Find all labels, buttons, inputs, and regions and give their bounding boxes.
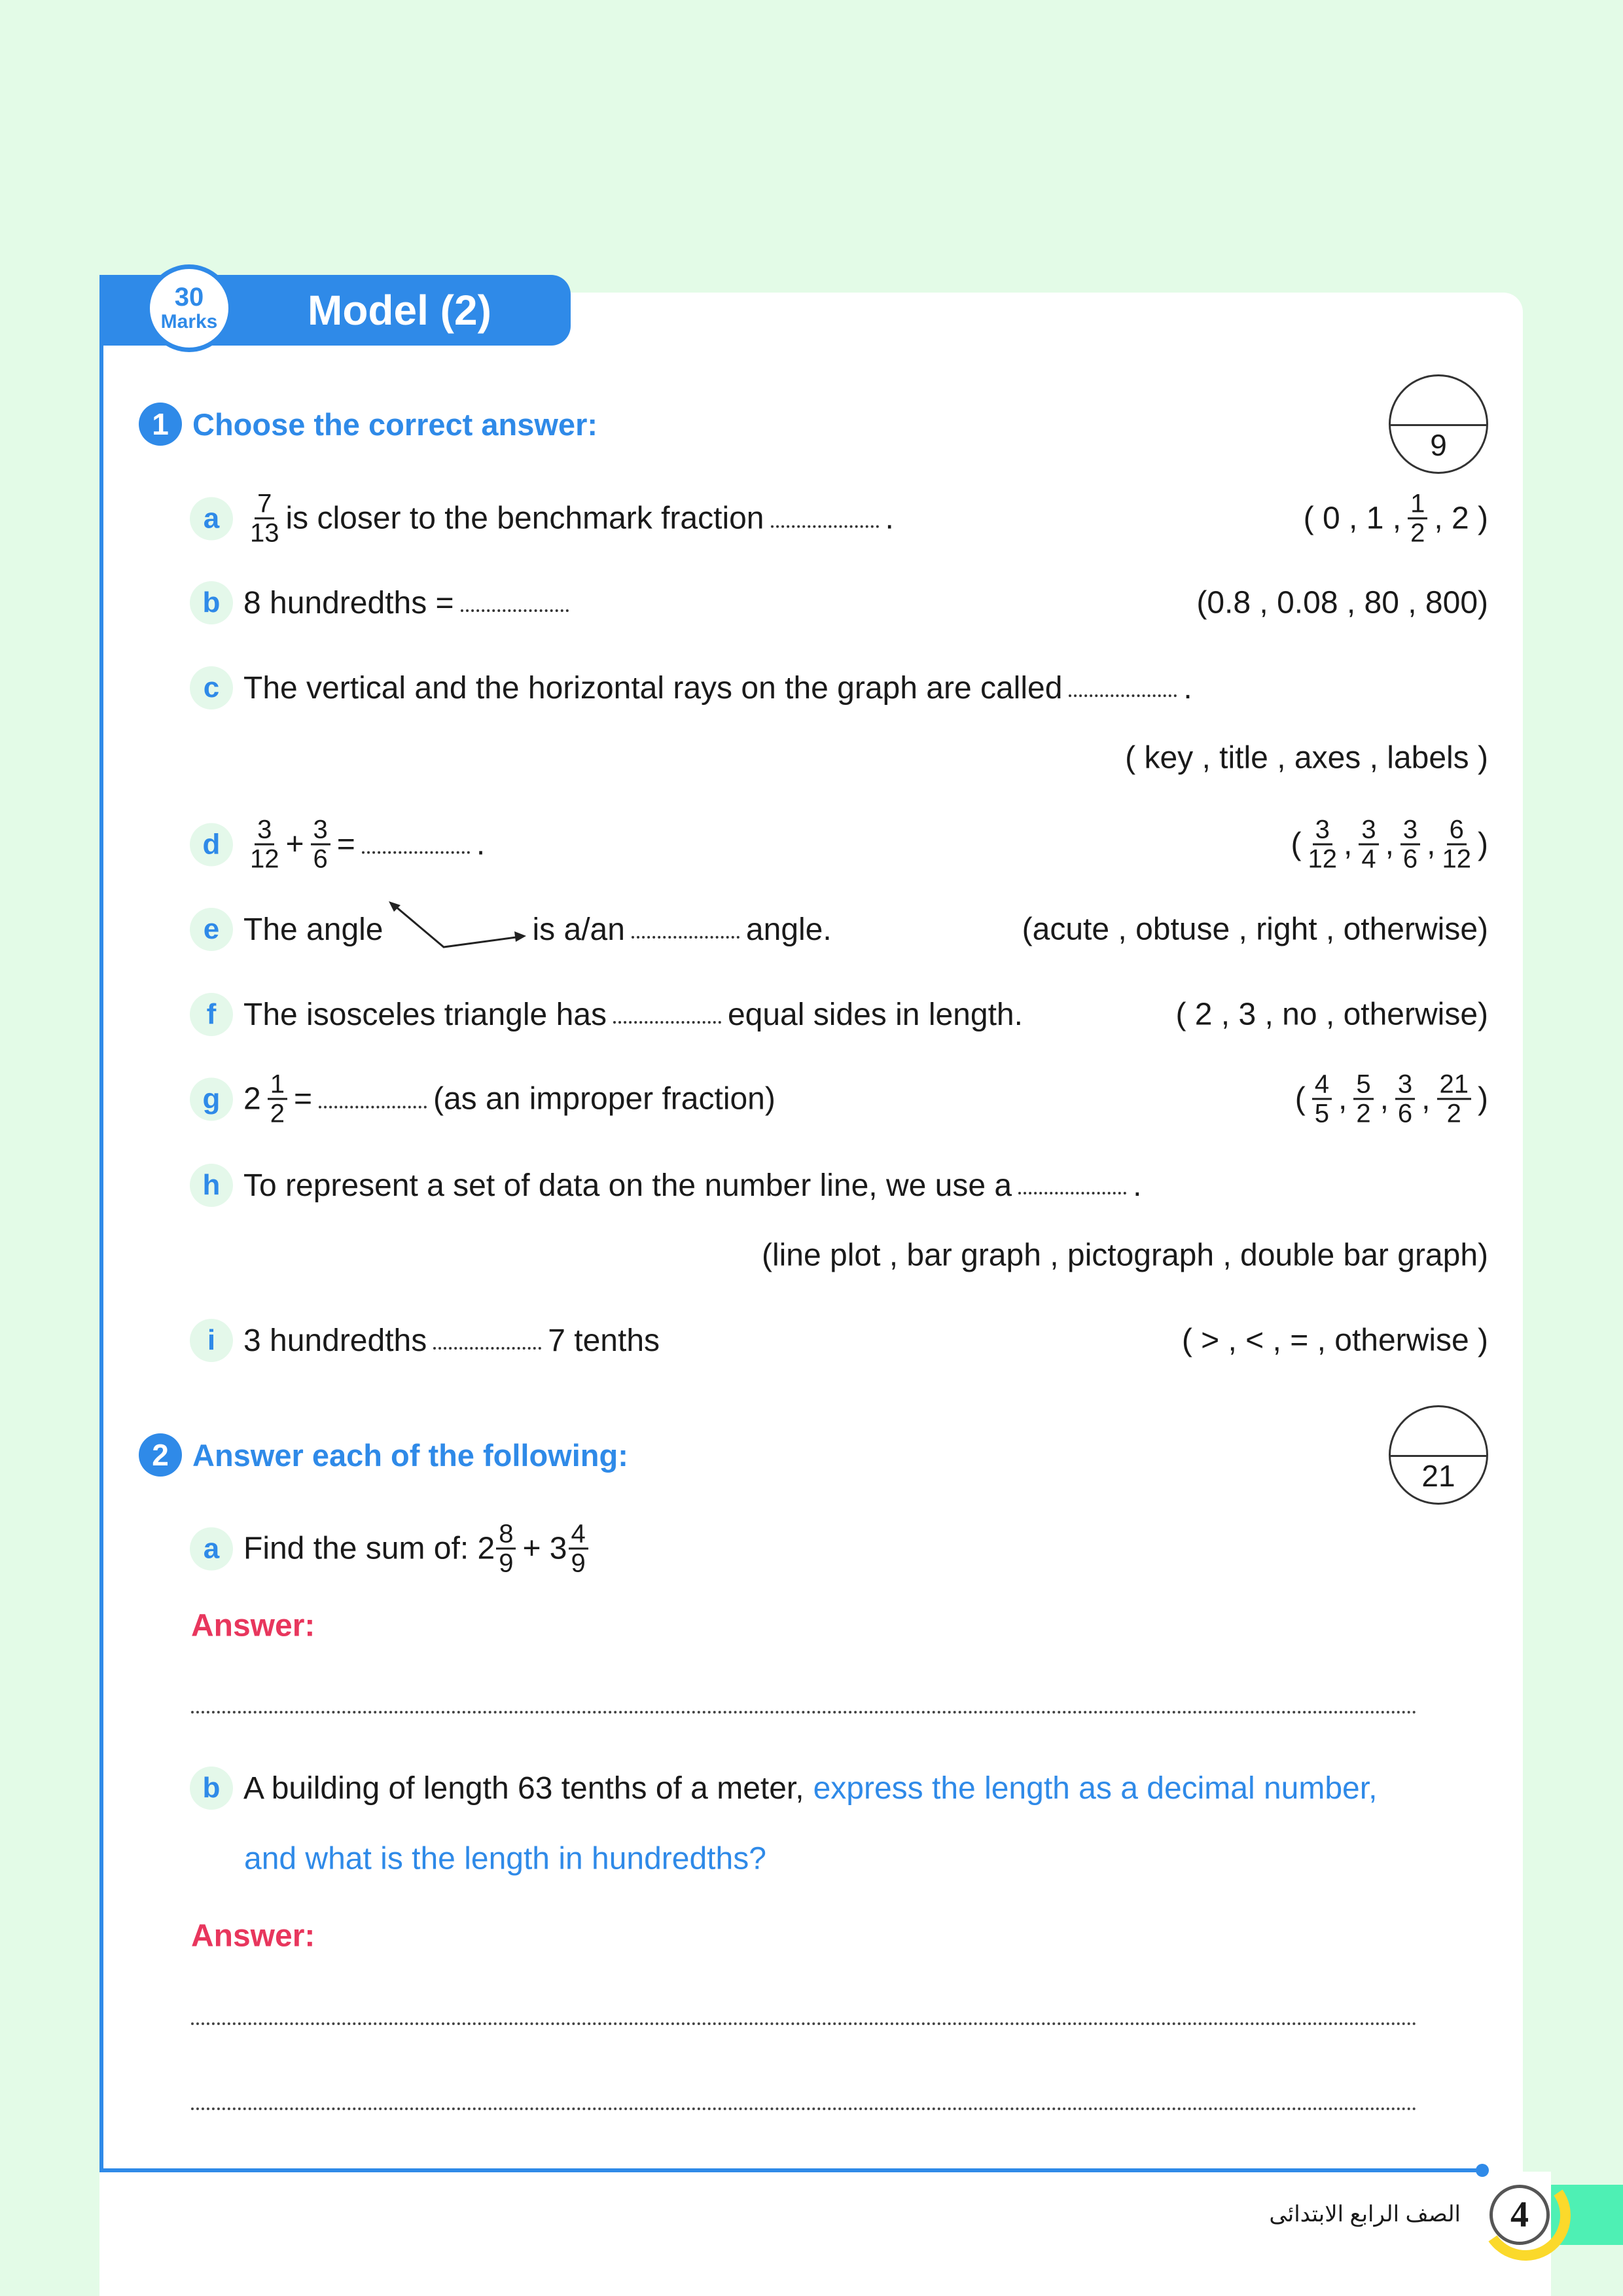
item-g bbox=[190, 1071, 776, 1128]
numerator: 3 bbox=[1400, 816, 1420, 846]
fraction bbox=[1353, 1071, 1373, 1128]
answer-label: Answer: bbox=[191, 1608, 315, 1643]
equals-sign: = bbox=[336, 827, 355, 862]
fraction bbox=[1442, 816, 1472, 873]
item-letter: e bbox=[190, 908, 233, 951]
denominator: 9 bbox=[571, 1549, 586, 1578]
item-letter: d bbox=[190, 823, 233, 866]
item-d bbox=[190, 816, 485, 873]
denominator: 6 bbox=[313, 844, 328, 874]
item-text: To represent a set of data on the number line, we use a bbox=[243, 1168, 1012, 1203]
item-text: + 3 bbox=[522, 1531, 567, 1566]
marks-badge bbox=[145, 264, 233, 352]
whole-number: 2 bbox=[243, 1081, 261, 1117]
item-end: . bbox=[885, 501, 894, 536]
numerator: 3 bbox=[255, 816, 274, 846]
equals-sign: = bbox=[293, 1081, 312, 1117]
paren: ( bbox=[1294, 1081, 1306, 1117]
numerator: 5 bbox=[1353, 1071, 1373, 1100]
item-letter: g bbox=[190, 1077, 233, 1121]
denominator: 6 bbox=[1397, 1099, 1413, 1128]
denominator: 2 bbox=[1410, 518, 1425, 548]
item-text: 8 hundredths = bbox=[243, 585, 454, 620]
score-circle bbox=[1389, 1405, 1488, 1505]
bottom-divider bbox=[99, 2168, 1484, 2172]
sep: , bbox=[1385, 827, 1394, 862]
divider-dot bbox=[1476, 2164, 1489, 2177]
item-text: equal sides in length. bbox=[727, 997, 1023, 1032]
item-end: . bbox=[1133, 1168, 1142, 1203]
answer-blank[interactable] bbox=[1018, 1176, 1126, 1194]
item-text: The angle bbox=[243, 912, 383, 947]
item-text: 3 hundredths bbox=[243, 1323, 427, 1358]
numerator: 3 bbox=[1313, 816, 1332, 846]
answer-label: Answer: bbox=[191, 1918, 315, 1954]
item-text: The isosceles triangle has bbox=[243, 997, 607, 1032]
denominator: 2 bbox=[1356, 1099, 1371, 1128]
item-letter: a bbox=[190, 497, 233, 540]
item-text: A building of length 63 tenths of a meter, bbox=[243, 1770, 804, 1806]
footer bbox=[99, 2172, 1551, 2296]
answer-line[interactable] bbox=[191, 2108, 1417, 2110]
item-letter: h bbox=[190, 1164, 233, 1207]
option-text: , 2 ) bbox=[1434, 501, 1488, 536]
page-title: Model (2) bbox=[308, 287, 491, 334]
answer-blank[interactable] bbox=[1069, 679, 1177, 697]
fraction bbox=[250, 816, 279, 873]
item-letter: f bbox=[190, 993, 233, 1036]
item-end: . bbox=[1183, 670, 1192, 706]
sep: , bbox=[1427, 827, 1436, 862]
fraction bbox=[569, 1520, 588, 1577]
answer-blank[interactable] bbox=[632, 920, 740, 939]
item-letter: a bbox=[190, 1527, 233, 1570]
question-title: Choose the correct answer: bbox=[192, 406, 598, 442]
score-value: 21 bbox=[1421, 1459, 1455, 1493]
numerator: 21 bbox=[1437, 1071, 1472, 1100]
fraction bbox=[311, 816, 330, 873]
denominator: 5 bbox=[1314, 1099, 1329, 1128]
numerator: 7 bbox=[255, 490, 274, 520]
numerator: 8 bbox=[496, 1520, 516, 1550]
answer-blank[interactable] bbox=[319, 1090, 427, 1108]
options-b: (0.8 , 0.08 , 80 , 800) bbox=[1196, 585, 1488, 620]
numerator: 3 bbox=[311, 816, 330, 846]
item-2b bbox=[190, 1767, 1377, 1810]
item-text: is a/an bbox=[532, 912, 625, 947]
numerator: 3 bbox=[1395, 1071, 1415, 1100]
question-1-heading bbox=[139, 403, 597, 446]
fraction bbox=[1437, 1071, 1472, 1128]
grade-label: الصف الرابع الابتدائى bbox=[1269, 2202, 1461, 2227]
denominator: 13 bbox=[250, 518, 279, 548]
marks-label: Marks bbox=[160, 311, 218, 332]
options-f: ( 2 , 3 , no , otherwise) bbox=[1175, 997, 1488, 1032]
marks-value: 30 bbox=[174, 283, 204, 312]
fraction bbox=[268, 1071, 287, 1128]
sep: , bbox=[1421, 1081, 1431, 1117]
item-text: 7 tenths bbox=[548, 1323, 660, 1358]
answer-blank[interactable] bbox=[613, 1005, 721, 1024]
options-d bbox=[1291, 816, 1489, 873]
paren: ) bbox=[1478, 1081, 1488, 1117]
question-number: 1 bbox=[139, 403, 182, 446]
item-c bbox=[190, 666, 1192, 709]
sep: , bbox=[1343, 827, 1353, 862]
question-number: 2 bbox=[139, 1433, 182, 1477]
item-letter: b bbox=[190, 1767, 233, 1810]
item-text: Find the sum of: 2 bbox=[243, 1531, 495, 1566]
numerator: 1 bbox=[268, 1071, 287, 1100]
option-text: ( 0 , 1 , bbox=[1303, 501, 1402, 536]
question-2-heading bbox=[139, 1433, 628, 1477]
denominator: 12 bbox=[250, 844, 279, 874]
denominator: 4 bbox=[1361, 844, 1376, 874]
fraction bbox=[496, 1520, 516, 1577]
paren: ( bbox=[1291, 827, 1302, 862]
item-a bbox=[190, 490, 894, 547]
fraction bbox=[1308, 816, 1337, 873]
answer-blank[interactable] bbox=[433, 1331, 541, 1350]
item-b bbox=[190, 581, 575, 624]
fraction bbox=[1395, 1071, 1415, 1128]
item-text: (as an improper fraction) bbox=[433, 1081, 776, 1117]
item-letter: i bbox=[190, 1319, 233, 1362]
item-end: . bbox=[476, 827, 486, 862]
item-f bbox=[190, 993, 1023, 1036]
fraction bbox=[1408, 490, 1427, 547]
fraction bbox=[1312, 1071, 1332, 1128]
item-i bbox=[190, 1319, 660, 1362]
denominator: 2 bbox=[270, 1099, 285, 1128]
options-h: (line plot , bar graph , pictograph , double bar graph) bbox=[761, 1238, 1488, 1273]
numerator: 4 bbox=[569, 1520, 588, 1550]
score-circle bbox=[1389, 374, 1488, 474]
options-i: ( > , < , = , otherwise ) bbox=[1181, 1323, 1488, 1358]
panel-border bbox=[99, 327, 103, 2172]
sep: , bbox=[1380, 1081, 1389, 1117]
item-2a bbox=[190, 1520, 595, 1577]
item-text: angle. bbox=[745, 912, 832, 947]
answer-line[interactable] bbox=[191, 1711, 1417, 1713]
denominator: 6 bbox=[1402, 844, 1418, 874]
item-2b-line2 bbox=[244, 1841, 766, 1877]
question-title: Answer each of the following: bbox=[192, 1437, 628, 1473]
paren: ) bbox=[1478, 827, 1488, 862]
item-letter: b bbox=[190, 581, 233, 624]
options-g bbox=[1295, 1071, 1488, 1128]
plus-sign: + bbox=[285, 827, 304, 862]
answer-blank[interactable] bbox=[362, 835, 470, 853]
denominator: 12 bbox=[1308, 844, 1337, 874]
item-text: The vertical and the horizontal rays on the graph are called bbox=[243, 670, 1063, 706]
options-e: (acute , obtuse , right , otherwise) bbox=[1022, 912, 1488, 947]
item-text: is closer to the benchmark fraction bbox=[285, 501, 764, 536]
denominator: 2 bbox=[1446, 1099, 1461, 1128]
sep: , bbox=[1338, 1081, 1347, 1117]
fraction bbox=[1359, 816, 1378, 873]
fraction bbox=[250, 490, 279, 547]
denominator: 12 bbox=[1442, 844, 1472, 874]
answer-line[interactable] bbox=[191, 2022, 1417, 2025]
page-panel bbox=[99, 293, 1523, 2172]
answer-blank[interactable] bbox=[771, 509, 879, 528]
page-number: 4 bbox=[1489, 2185, 1550, 2245]
item-h bbox=[190, 1164, 1141, 1207]
options-c: ( key , title , axes , labels ) bbox=[1125, 740, 1488, 776]
fraction bbox=[1400, 816, 1420, 873]
item-letter: c bbox=[190, 666, 233, 709]
numerator: 1 bbox=[1408, 490, 1427, 520]
item-e bbox=[190, 900, 832, 959]
obtuse-angle-icon bbox=[386, 900, 530, 959]
answer-blank[interactable] bbox=[461, 594, 569, 612]
numerator: 6 bbox=[1447, 816, 1467, 846]
score-value: 9 bbox=[1430, 428, 1447, 462]
item-text-highlight: express the length as a decimal number, bbox=[813, 1770, 1378, 1806]
denominator: 9 bbox=[499, 1549, 514, 1578]
item-text-highlight: and what is the length in hundredths? bbox=[244, 1841, 766, 1876]
numerator: 3 bbox=[1359, 816, 1378, 846]
options-a bbox=[1304, 490, 1488, 547]
numerator: 4 bbox=[1312, 1071, 1332, 1100]
